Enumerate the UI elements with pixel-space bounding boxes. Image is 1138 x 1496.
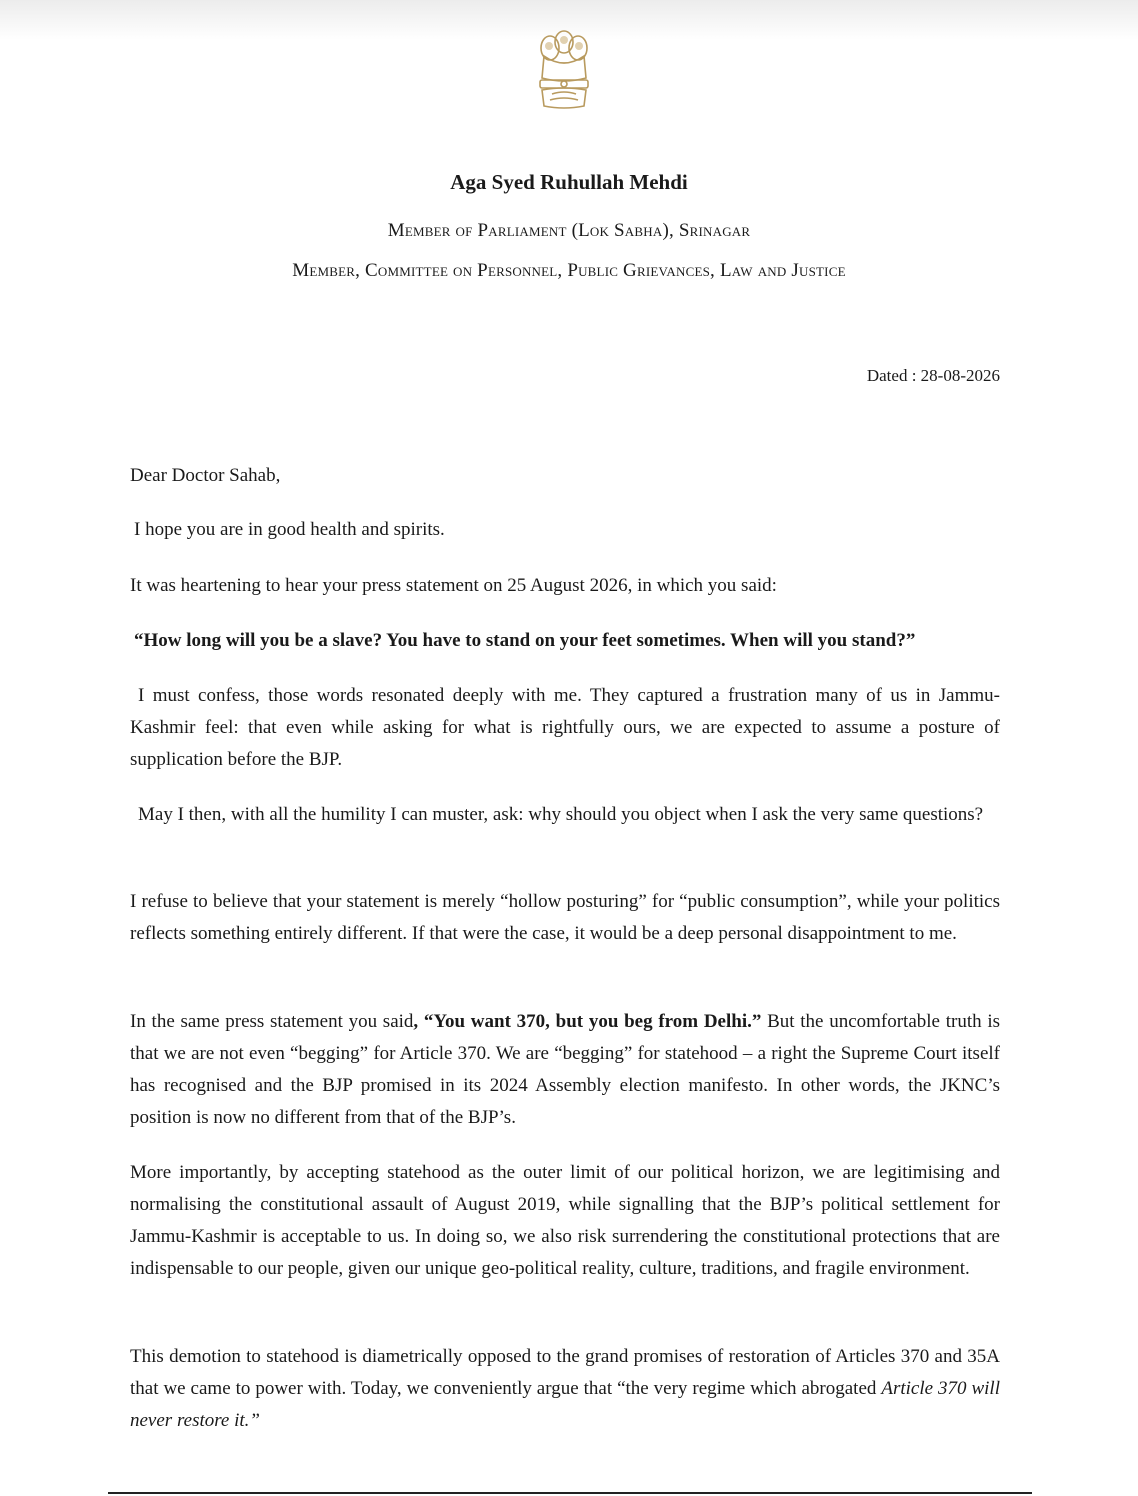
- quote-press-statement: “How long will you be a slave? You have to stand on your feet sometimes. When will you stand?”: [134, 630, 916, 651]
- sender-designation-committee: Member, Committee on Personnel, Public Grievances, Law and Justice: [292, 260, 846, 281]
- salutation: Dear Doctor Sahab,: [130, 465, 281, 486]
- paragraph-statehood-limit: More importantly, by accepting statehood as the outer limit of our political horizon, we are legitimising and normalising the constitutional assault of August 2019, while signalling that the BJP’s political settlement for Jammu-Kashmir is acceptable to us. In doing so, we also risk surrendering the constitutional protections that are indispensable to our people, given our unique geo-political reality, culture, traditions, and fragile environment.: [130, 1162, 1000, 1279]
- paragraph-humility: May I then, with all the humility I can muster, ask: why should you object when I ask the very same questions?: [138, 804, 984, 825]
- quote-beg-from-delhi: , “You want 370, but you beg from Delhi.”: [413, 1011, 762, 1032]
- paragraph-press-statement: It was heartening to hear your press statement on 25 August 2026, in which you said:: [130, 575, 777, 596]
- sender-designation-mp: Member of Parliament (Lok Sabha), Srinagar: [387, 220, 751, 241]
- paragraph-confession: I must confess, those words resonated deeply with me. They captured a frustration many of us in Jammu-Kashmir feel: that even while asking for what is rightfully ours, we are expected to assume a posture of supplication before the BJP.: [130, 685, 1000, 770]
- paragraph-article-370-lead: In the same press statement you said: [130, 1011, 414, 1032]
- sender-name: Aga Syed Ruhullah Mehdi: [450, 170, 688, 194]
- letter-date: Dated : 28-08-2026: [866, 366, 1000, 385]
- paragraph-article-370: [130, 1006, 1000, 1134]
- paragraph-posturing: I refuse to believe that your statement is merely “hollow posturing” for “public consumption”, while your politics reflects something entirely different. If that were the case, it would be a deep personal disappointment to me.: [130, 891, 1000, 944]
- paragraph-demotion-body: This demotion to statehood is diametrically opposed to the grand promises of restoration of Articles 370 and 35A that we came to power with. Today, we conveniently argue that “the very regime which abrogated: [130, 1346, 1000, 1399]
- page-bottom-rule: [108, 1492, 1032, 1494]
- state-emblem-icon: [530, 26, 598, 110]
- paragraph-greeting: I hope you are in good health and spirits.: [134, 519, 445, 540]
- paragraph-demotion: [130, 1341, 1000, 1437]
- quote-article-370-italic: Article 370 will never restore it.”: [130, 1378, 1000, 1431]
- paragraph-article-370-body: But the uncomfortable truth is that we are not even “begging” for Article 370. We are “begging” for statehood – a right the Supreme Court itself has recognised and the BJP promised in its 2024 Assembly election manifesto. In other words, the JKNC’s position is now no different from that of the BJP’s.: [130, 1011, 1000, 1128]
